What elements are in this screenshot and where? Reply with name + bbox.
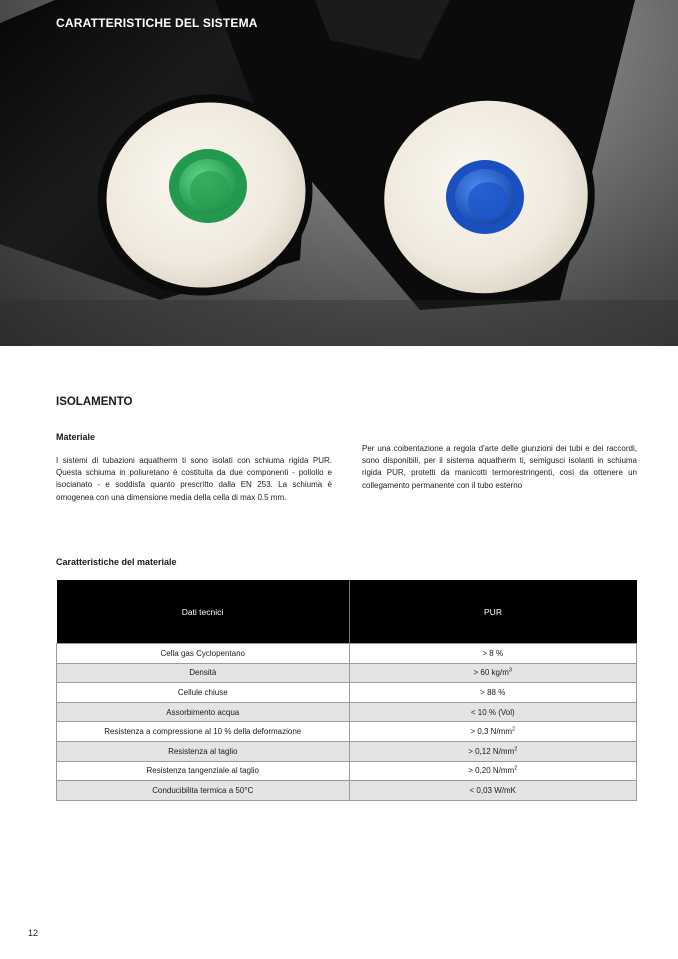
row-value: < 10 % (Vol) (349, 702, 637, 722)
table-row (57, 702, 637, 722)
row-value: < 0,03 W/mK (349, 781, 637, 801)
row-value: > 0,20 $N/mm^2$ (349, 761, 637, 781)
row-label: Conducibilita termica a 50°C (57, 781, 350, 801)
header-pur: PUR (349, 580, 637, 644)
section-title: ISOLAMENTO (56, 396, 133, 408)
hero-photo (0, 0, 678, 346)
row-label: Resistenza tangenziale al taglio (57, 761, 350, 781)
table-row (57, 644, 637, 664)
row-value: > 60 $kg/m^3$ (349, 663, 637, 683)
table-row (57, 741, 637, 761)
table-row (57, 663, 637, 683)
pipes-illustration (0, 0, 678, 346)
header-dati-tecnici: Dati tecnici (57, 580, 350, 644)
subsection-title: Materiale (56, 432, 96, 442)
page-number: 12 (28, 928, 39, 938)
table-title: Caratteristiche del materiale (56, 557, 177, 567)
paragraph-right: Per una coibentazione a regola d'arte delle giunzioni dei tubi e dei raccordi, sono disponibili, per il sistema aquatherm ti, semigusci isolanti in schiuma rigida PUR, protetti da manicotti termorestringenti, così da ottenere un collegamento permanente con il tubo esterno (362, 444, 637, 490)
table-row (57, 722, 637, 742)
table-row (57, 781, 637, 801)
table-header-row (57, 580, 637, 644)
paragraph-left: I sistemi di tubazioni aquatherm ti sono isolati con schiuma rigida PUR. Questa schiuma in poliuretano è costituita da due componenti - poliolio e isocianato - e soddisfa quanto prescritto dalla EN 253. La schiuma è omogenea con una dimensione media della cella di max 0.5 mm. (56, 456, 332, 502)
table-row (57, 761, 637, 781)
row-value: > 88 % (349, 683, 637, 703)
row-label: Densità (57, 663, 350, 683)
row-value: > 8 % (349, 644, 637, 664)
specs-table (56, 580, 637, 801)
row-value: > 0,3 $N/mm^2$ (349, 722, 637, 742)
row-label: Resistenza al taglio (57, 741, 350, 761)
table-row (57, 683, 637, 703)
row-label: Cella gas Cyclopentano (57, 644, 350, 664)
row-label: Cellule chiuse (57, 683, 350, 703)
row-label: Resistenza a compressione al 10 % della deformazione (57, 722, 350, 742)
row-value: > 0,12 $N/mm^2$ (349, 741, 637, 761)
page-header-title: CARATTERISTICHE DEL SISTEMA (56, 16, 258, 30)
row-label: Assorbimento acqua (57, 702, 350, 722)
